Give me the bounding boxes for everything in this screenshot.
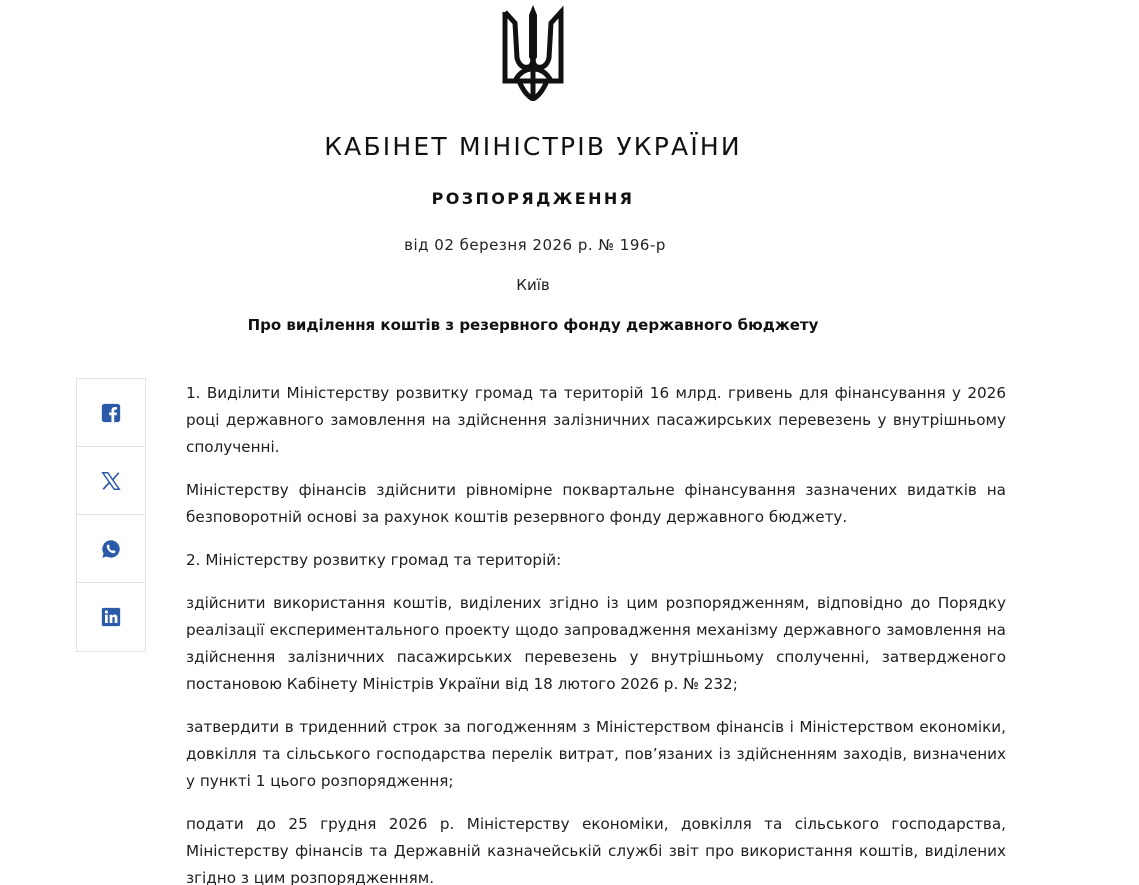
- whatsapp-icon: [100, 538, 122, 560]
- paragraph-2: Міністерству фінансів здійснити рівномірне поквартальне фінансування зазначених видатків на безповоротній основі за рахунок коштів резервного фонду державного бюджету.: [186, 481, 1006, 526]
- page-title: КАБІНЕТ МІНІСТРІВ УКРАЇНИ: [324, 132, 742, 161]
- share-whatsapp-button[interactable]: [77, 515, 145, 583]
- paragraph-6: подати до 25 грудня 2026 р. Міністерству економіки, довкілля та сільського господарства, Міністерству фінансів та Державній казначейській службі звіт про використання коштів, виділених згідно з цим розпорядженням.: [186, 815, 1006, 885]
- share-panel: [76, 378, 146, 652]
- document-subject: Про виділення коштів з резервного фонду державного бюджету: [247, 316, 819, 334]
- facebook-icon: [100, 402, 122, 424]
- document-date-number: від 02 березня 2026 р. № 196-р: [404, 236, 666, 254]
- paragraph-5: затвердити в триденний строк за погодженням з Міністерством фінансів і Міністерством економіки, довкілля та сільського господарства перелік витрат, пов’язаних із здійсненням заходів, визначених у пункті 1 цього розпорядження;: [186, 718, 1006, 790]
- document-city: Київ: [516, 276, 550, 294]
- document-body: [186, 380, 1006, 885]
- document-type: РОЗПОРЯДЖЕННЯ: [431, 189, 635, 208]
- trident-emblem-icon: [501, 3, 565, 101]
- paragraph-4: здійснити використання коштів, виділених згідно із цим розпорядженням, відповідно до Порядку реалізації експериментального проекту щодо запровадження механізму державного замовлення на здійснення залізничних пасажирських перевезень у внутрішньому сполученні, затвердженого постановою Кабінету Міністрів України від 18 лютого 2026 р. № 232;: [186, 594, 1006, 693]
- paragraph-1: 1. Виділити Міністерству розвитку громад та територій 16 млрд. гривень для фінансування у 2026 році державного замовлення на здійснення залізничних пасажирських перевезень у внутрішньому сполученні.: [186, 384, 1006, 456]
- linkedin-icon: [100, 606, 122, 628]
- x-icon: [100, 470, 122, 492]
- share-x-button[interactable]: [77, 447, 145, 515]
- share-facebook-button[interactable]: [77, 379, 145, 447]
- paragraph-3: 2. Міністерству розвитку громад та територій:: [186, 551, 562, 569]
- share-linkedin-button[interactable]: [77, 583, 145, 651]
